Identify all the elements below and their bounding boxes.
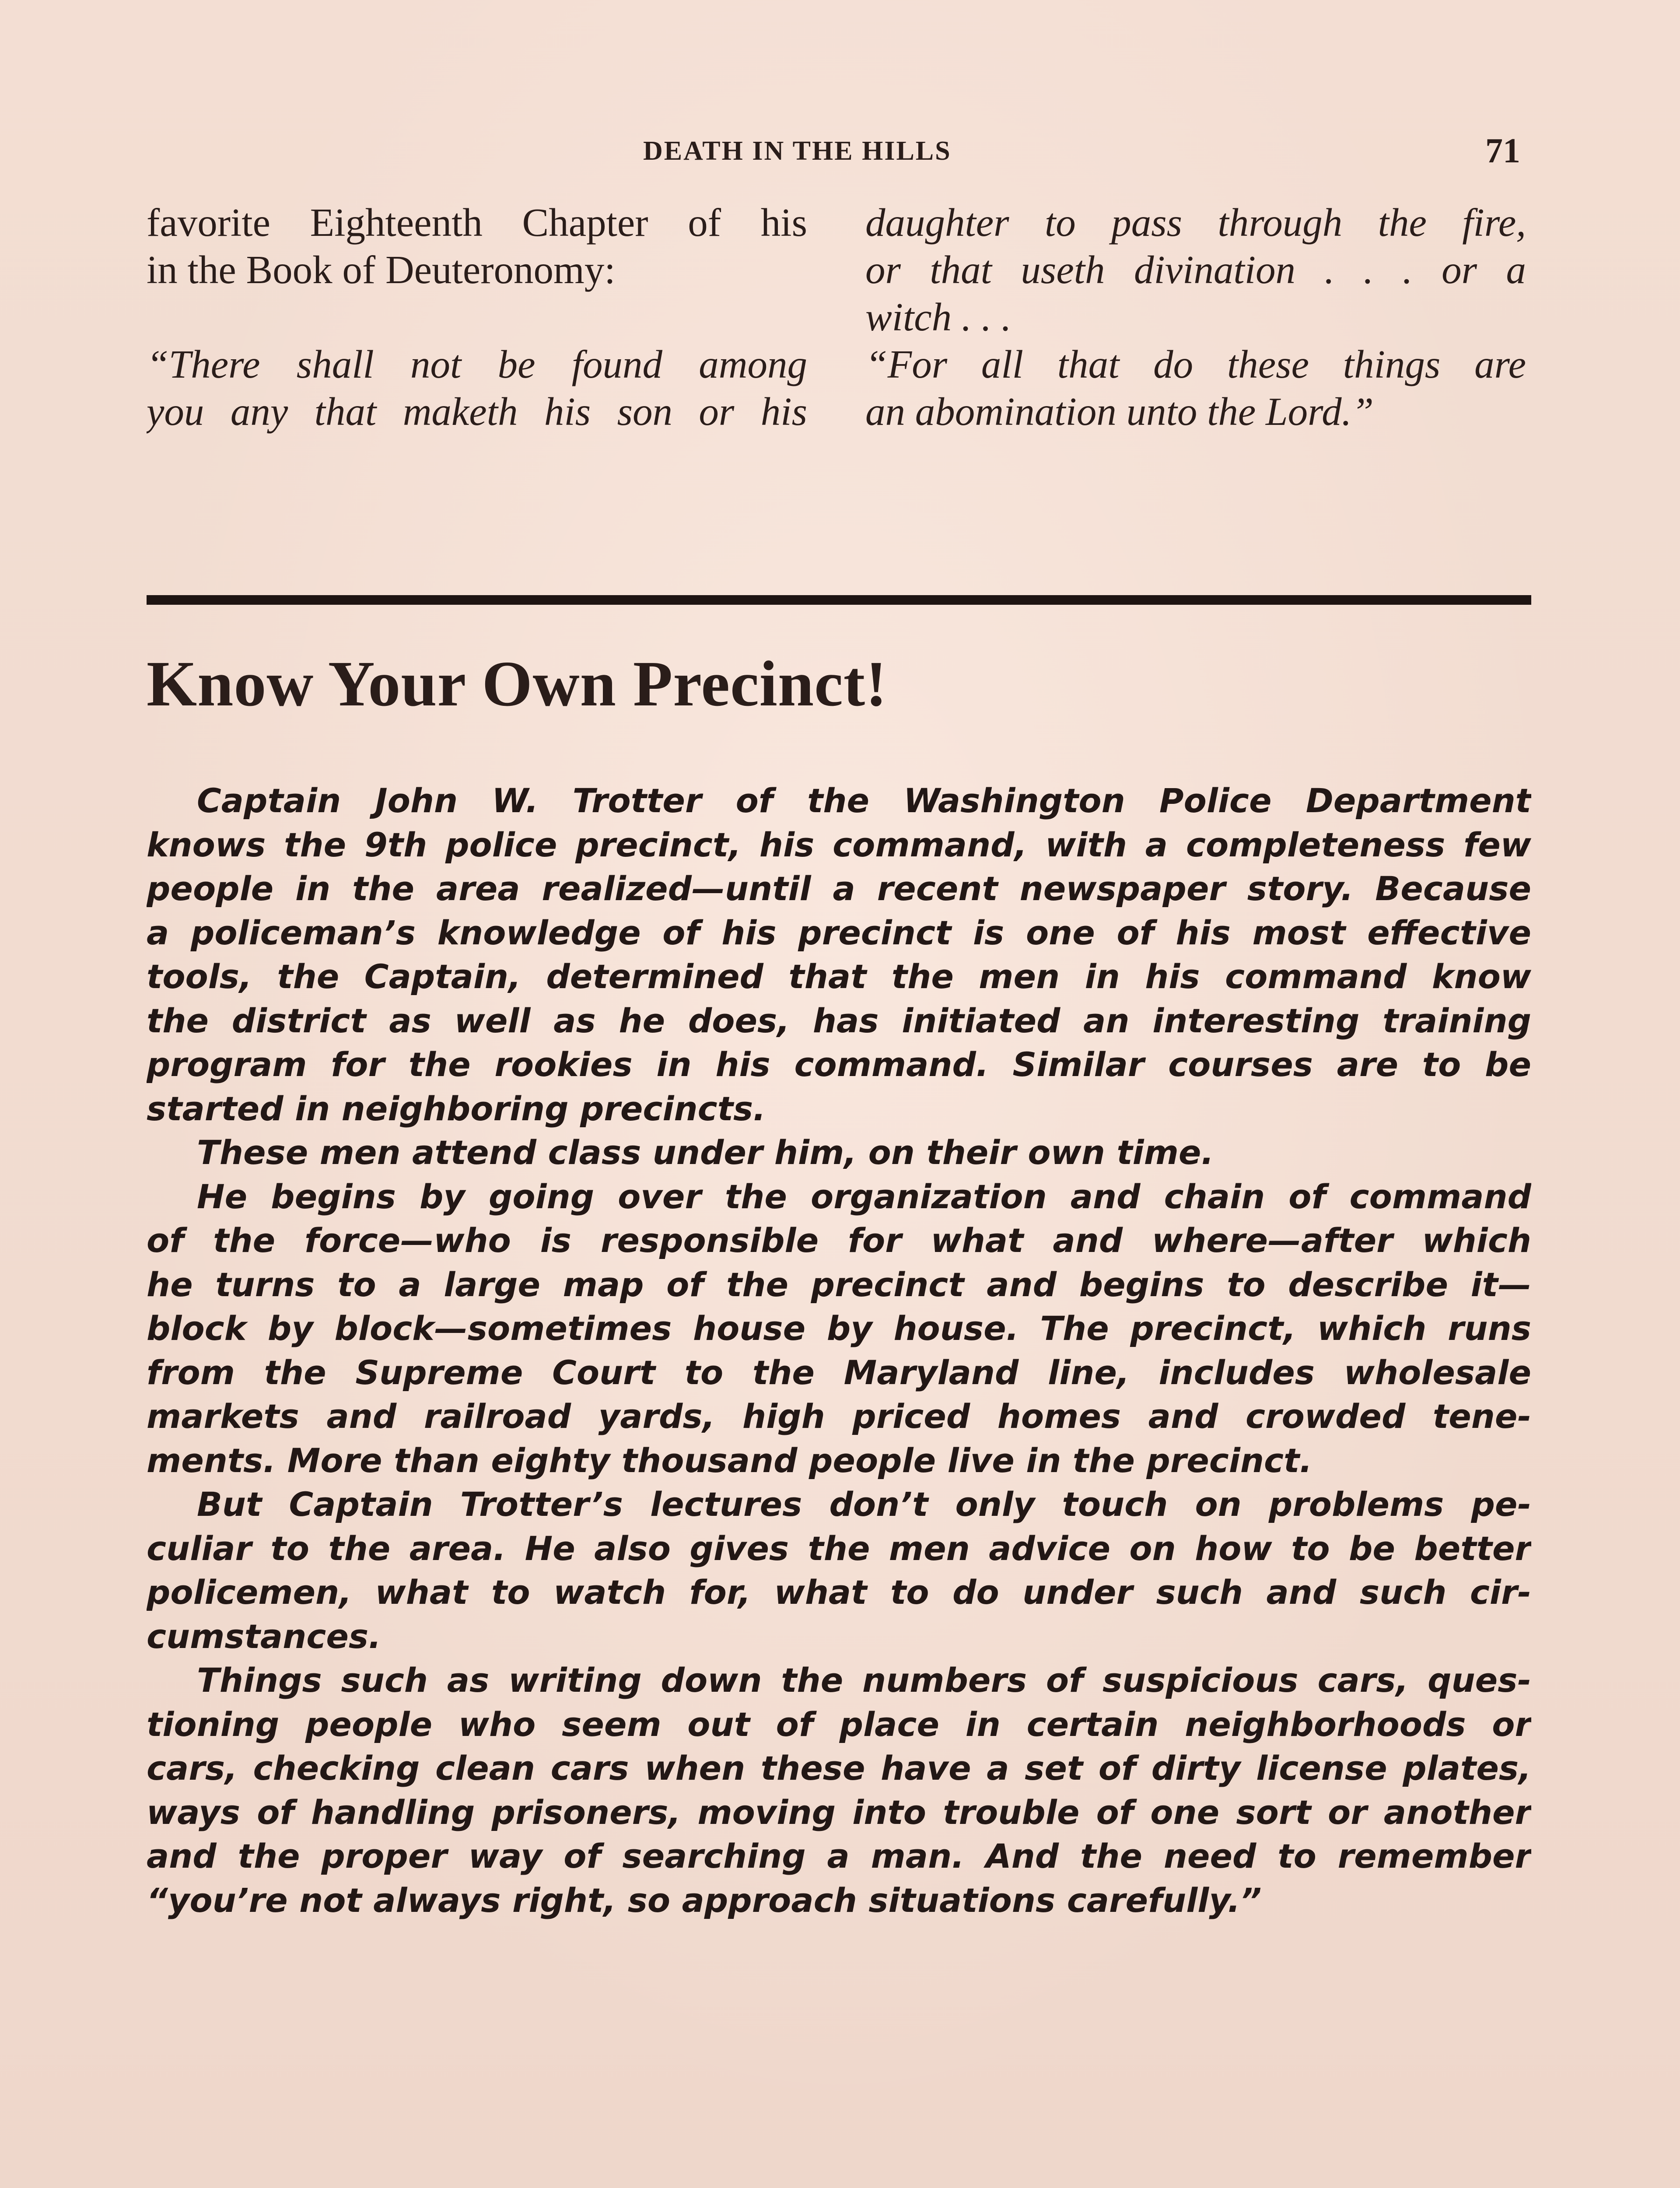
text-line: he turns to a large map of the precinct and begins to describe it— [147, 1265, 1531, 1304]
text-line: favorite Eighteenth Chapter of his [147, 200, 807, 245]
text-line: cumstances. [147, 1616, 382, 1656]
text-line: a policeman’s knowledge of his precinct is one of his most effective [147, 913, 1531, 952]
text-line: in the Book of Deuteronomy: [147, 248, 616, 292]
text-line: markets and railroad yards, high priced homes and crowded tene- [147, 1397, 1531, 1436]
text-line: the district as well as he does, has initiated an interesting training [147, 1001, 1531, 1040]
paragraph-gap [147, 294, 807, 341]
text-line: knows the 9th police precinct, his command, with a completeness few [147, 825, 1531, 864]
page-number: 71 [1485, 132, 1520, 170]
previous-story-left-column [147, 199, 807, 435]
text-line: or that useth divination . . . or a [865, 248, 1526, 292]
text-line: “you’re not always right, so approach situations carefully.” [147, 1880, 1262, 1920]
text-line: policemen, what to watch for, what to do under such and such cir- [147, 1573, 1531, 1612]
article-title: Know Your Own Precinct! [147, 648, 888, 720]
text-line: ments. More than eighty thousand people live in the precinct. [147, 1441, 1312, 1480]
text-line: “For all that do these things are [865, 342, 1526, 386]
text-line: Things such as writing down the numbers of suspicious cars, ques- [197, 1661, 1531, 1700]
text-line: ways of handling prisoners, moving into trouble of one sort or another [147, 1792, 1531, 1832]
text-line: culiar to the area. He also gives the men advice on how to be better [147, 1529, 1531, 1568]
text-line: tools, the Captain, determined that the men in his command know [147, 957, 1531, 996]
running-head: DEATH IN THE HILLS [643, 136, 952, 166]
text-line: an abomination unto the Lord.” [865, 389, 1374, 434]
section-divider [147, 595, 1531, 605]
text-line: witch . . . [865, 295, 1012, 339]
text-line: started in neighboring precincts. [147, 1089, 766, 1128]
text-line: people in the area realized—until a recent newspaper story. Because [147, 869, 1531, 908]
text-line: block by block—sometimes house by house. The precinct, which runs [147, 1309, 1531, 1348]
text-line: These men attend class under him, on their own time. [197, 1133, 1214, 1172]
text-line: cars, checking clean cars when these have a set of dirty license plates, [147, 1749, 1531, 1788]
text-line: from the Supreme Court to the Maryland line, includes wholesale [147, 1353, 1531, 1392]
text-line: tioning people who seem out of place in certain neighborhoods or [147, 1704, 1531, 1744]
text-line: But Captain Trotter’s lectures don’t only touch on problems pe- [197, 1485, 1531, 1524]
text-line: He begins by going over the organization and chain of command [197, 1177, 1531, 1216]
text-line: of the force—who is responsible for what and where—after which [147, 1221, 1531, 1260]
text-line: and the proper way of searching a man. And the need to remember [147, 1837, 1531, 1876]
previous-story-right-column [865, 199, 1526, 435]
text-line: daughter to pass through the fire, [865, 200, 1526, 245]
text-line: Captain John W. Trotter of the Washington Police Department [197, 781, 1531, 820]
text-line: program for the rookies in his command. Similar courses are to be [147, 1045, 1531, 1084]
text-line: “There shall not be found among [147, 342, 807, 386]
article-body [147, 779, 1531, 1922]
text-line: you any that maketh his son or his [147, 389, 807, 434]
